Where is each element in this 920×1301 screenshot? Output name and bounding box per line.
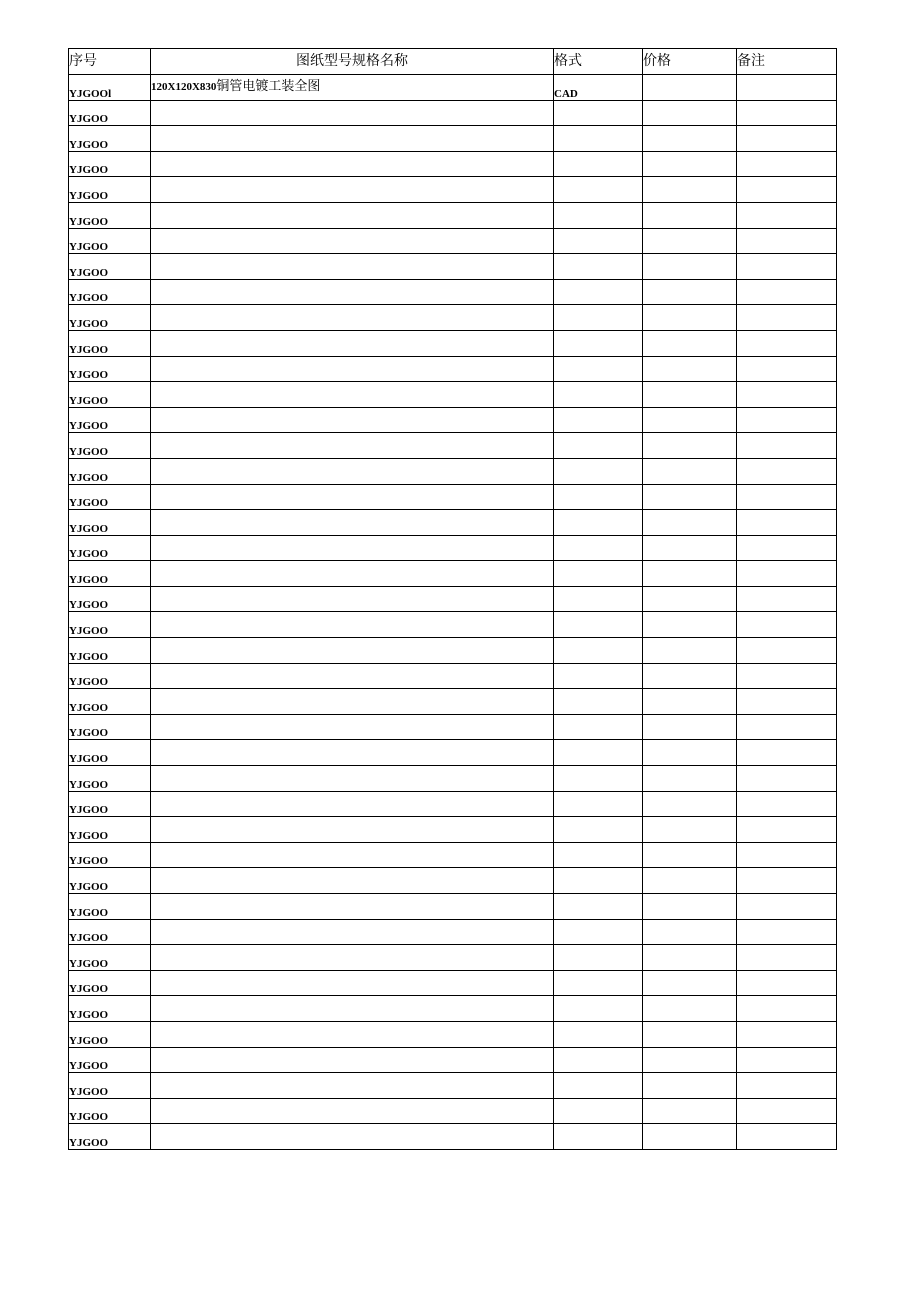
cell-name	[151, 356, 554, 382]
cell-price	[643, 1073, 737, 1099]
cell-note	[737, 1073, 837, 1099]
cell-format	[554, 330, 643, 356]
cell-format	[554, 561, 643, 587]
cell-name	[151, 817, 554, 843]
cell-note	[737, 766, 837, 792]
cell-seq: YJGOO	[69, 1098, 151, 1124]
cell-note	[737, 612, 837, 638]
cell-price	[643, 228, 737, 254]
table-row	[69, 919, 837, 945]
cell-seq: YJGOO	[69, 945, 151, 971]
table-row	[69, 766, 837, 792]
cell-format	[554, 484, 643, 510]
cell-price	[643, 766, 737, 792]
cell-price	[643, 740, 737, 766]
cell-note	[737, 586, 837, 612]
cell-seq: YJGOO	[69, 382, 151, 408]
cell-format	[554, 970, 643, 996]
cell-price	[643, 510, 737, 536]
cell-name	[151, 228, 554, 254]
cell-format	[554, 1047, 643, 1073]
table-row	[69, 228, 837, 254]
cell-name	[151, 202, 554, 228]
cell-price	[643, 970, 737, 996]
cell-seq: YJGOO	[69, 868, 151, 894]
cell-format	[554, 868, 643, 894]
table-row	[69, 484, 837, 510]
cell-price	[643, 612, 737, 638]
cell-name	[151, 740, 554, 766]
cell-seq: YJGOOl	[69, 75, 151, 101]
cell-name	[151, 433, 554, 459]
cell-seq: YJGOO	[69, 919, 151, 945]
table-header	[69, 49, 837, 75]
cell-name	[151, 894, 554, 920]
cell-seq: YJGOO	[69, 510, 151, 536]
cell-seq: YJGOO	[69, 126, 151, 152]
cell-note	[737, 535, 837, 561]
cell-price	[643, 586, 737, 612]
table-row	[69, 945, 837, 971]
table-row	[69, 663, 837, 689]
cell-name	[151, 1098, 554, 1124]
cell-format	[554, 382, 643, 408]
cell-note	[737, 100, 837, 126]
cell-note	[737, 510, 837, 536]
cell-seq: YJGOO	[69, 970, 151, 996]
cell-note	[737, 1098, 837, 1124]
cell-seq: YJGOO	[69, 714, 151, 740]
cell-format	[554, 1073, 643, 1099]
cell-note	[737, 791, 837, 817]
cell-price	[643, 535, 737, 561]
cell-format	[554, 177, 643, 203]
cell-name	[151, 177, 554, 203]
cell-note	[737, 279, 837, 305]
cell-note	[737, 663, 837, 689]
cell-name	[151, 1073, 554, 1099]
cell-note	[737, 126, 837, 152]
cell-format	[554, 714, 643, 740]
cell-price	[643, 945, 737, 971]
cell-price	[643, 433, 737, 459]
cell-name	[151, 945, 554, 971]
cell-price	[643, 75, 737, 101]
cell-price	[643, 458, 737, 484]
cell-format	[554, 202, 643, 228]
cell-format	[554, 842, 643, 868]
cell-name	[151, 586, 554, 612]
cell-name	[151, 458, 554, 484]
cell-name	[151, 663, 554, 689]
cell-format	[554, 996, 643, 1022]
cell-format	[554, 638, 643, 664]
cell-format	[554, 740, 643, 766]
cell-name	[151, 612, 554, 638]
cell-note	[737, 868, 837, 894]
cell-price	[643, 842, 737, 868]
table-row	[69, 894, 837, 920]
cell-name	[151, 100, 554, 126]
cell-format	[554, 433, 643, 459]
header-note: 备注	[737, 49, 837, 75]
table-row	[69, 996, 837, 1022]
cell-note	[737, 970, 837, 996]
cell-note	[737, 1047, 837, 1073]
cell-format	[554, 689, 643, 715]
header-seq: 序号	[69, 49, 151, 75]
cell-seq: YJGOO	[69, 407, 151, 433]
table-row	[69, 202, 837, 228]
cell-seq: YJGOO	[69, 177, 151, 203]
cell-price	[643, 689, 737, 715]
table-row	[69, 356, 837, 382]
cell-price	[643, 382, 737, 408]
cell-seq: YJGOO	[69, 689, 151, 715]
cell-name	[151, 1047, 554, 1073]
cell-seq: YJGOO	[69, 151, 151, 177]
cell-seq: YJGOO	[69, 612, 151, 638]
table-row	[69, 740, 837, 766]
cell-seq: YJGOO	[69, 842, 151, 868]
table-row	[69, 305, 837, 331]
cell-price	[643, 484, 737, 510]
cell-format	[554, 126, 643, 152]
cell-seq: YJGOO	[69, 817, 151, 843]
cell-format	[554, 945, 643, 971]
cell-format	[554, 919, 643, 945]
cell-format	[554, 151, 643, 177]
cell-seq: YJGOO	[69, 433, 151, 459]
cell-price	[643, 663, 737, 689]
cell-name	[151, 510, 554, 536]
cell-note	[737, 151, 837, 177]
cell-seq: YJGOO	[69, 894, 151, 920]
cell-note	[737, 330, 837, 356]
table-row	[69, 433, 837, 459]
cell-note	[737, 75, 837, 101]
cell-price	[643, 356, 737, 382]
cell-seq: YJGOO	[69, 586, 151, 612]
table-row	[69, 151, 837, 177]
cell-name	[151, 996, 554, 1022]
table-row	[69, 254, 837, 280]
cell-name	[151, 1021, 554, 1047]
cell-price	[643, 254, 737, 280]
cell-name	[151, 868, 554, 894]
cell-price	[643, 177, 737, 203]
table-row	[69, 689, 837, 715]
cell-price	[643, 407, 737, 433]
table-row	[69, 612, 837, 638]
table-row	[69, 714, 837, 740]
table-row	[69, 382, 837, 408]
cell-price	[643, 638, 737, 664]
cell-name-spec: 120X120X830	[151, 81, 217, 93]
cell-note	[737, 433, 837, 459]
cell-format	[554, 510, 643, 536]
cell-note	[737, 689, 837, 715]
cell-format	[554, 766, 643, 792]
table-row	[69, 510, 837, 536]
cell-name	[151, 1124, 554, 1150]
table-row	[69, 407, 837, 433]
cell-seq: YJGOO	[69, 535, 151, 561]
cell-note	[737, 996, 837, 1022]
cell-note	[737, 177, 837, 203]
cell-seq: YJGOO	[69, 791, 151, 817]
header-price: 价格	[643, 49, 737, 75]
table-row	[69, 1098, 837, 1124]
cell-seq: YJGOO	[69, 458, 151, 484]
table-row	[69, 970, 837, 996]
cell-seq: YJGOO	[69, 1073, 151, 1099]
cell-note	[737, 407, 837, 433]
cell-format	[554, 305, 643, 331]
table-row	[69, 586, 837, 612]
header-name: 图纸型号规格名称	[151, 49, 554, 75]
cell-format	[554, 279, 643, 305]
cell-name	[151, 714, 554, 740]
cell-name	[151, 842, 554, 868]
cell-name	[151, 75, 554, 101]
cell-price	[643, 151, 737, 177]
cell-price	[643, 714, 737, 740]
cell-price	[643, 100, 737, 126]
cell-seq: YJGOO	[69, 254, 151, 280]
cell-price	[643, 279, 737, 305]
cell-name	[151, 535, 554, 561]
cell-name	[151, 330, 554, 356]
cell-format	[554, 535, 643, 561]
cell-price	[643, 894, 737, 920]
table-row	[69, 458, 837, 484]
cell-price	[643, 996, 737, 1022]
cell-note	[737, 842, 837, 868]
cell-format	[554, 817, 643, 843]
cell-name	[151, 151, 554, 177]
cell-seq: YJGOO	[69, 100, 151, 126]
table-row	[69, 638, 837, 664]
cell-format	[554, 612, 643, 638]
table-row	[69, 100, 837, 126]
cell-note	[737, 254, 837, 280]
cell-name	[151, 254, 554, 280]
cell-seq: YJGOO	[69, 766, 151, 792]
cell-format	[554, 663, 643, 689]
cell-note	[737, 1021, 837, 1047]
cell-name	[151, 561, 554, 587]
cell-name	[151, 407, 554, 433]
cell-seq: YJGOO	[69, 1124, 151, 1150]
table-row	[69, 535, 837, 561]
cell-seq: YJGOO	[69, 202, 151, 228]
table-row	[69, 177, 837, 203]
cell-name	[151, 382, 554, 408]
cell-seq: YJGOO	[69, 484, 151, 510]
cell-price	[643, 919, 737, 945]
cell-seq: YJGOO	[69, 996, 151, 1022]
cell-format	[554, 894, 643, 920]
cell-name	[151, 279, 554, 305]
cell-format	[554, 1124, 643, 1150]
table-row	[69, 75, 837, 101]
cell-format: CAD	[554, 75, 643, 101]
cell-format	[554, 1098, 643, 1124]
table-body	[69, 75, 837, 1150]
cell-note	[737, 458, 837, 484]
cell-format	[554, 100, 643, 126]
cell-note	[737, 945, 837, 971]
cell-price	[643, 817, 737, 843]
header-format: 格式	[554, 49, 643, 75]
cell-note	[737, 382, 837, 408]
cell-name-title: 铜管电镀工装全图	[216, 79, 321, 94]
cell-price	[643, 202, 737, 228]
cell-note	[737, 305, 837, 331]
cell-name	[151, 126, 554, 152]
cell-note	[737, 356, 837, 382]
table-row	[69, 817, 837, 843]
cell-format	[554, 1021, 643, 1047]
cell-note	[737, 484, 837, 510]
cell-note	[737, 202, 837, 228]
drawing-list-table	[68, 48, 837, 1150]
table-row	[69, 1073, 837, 1099]
cell-name	[151, 766, 554, 792]
cell-format	[554, 407, 643, 433]
cell-format	[554, 586, 643, 612]
cell-price	[643, 126, 737, 152]
cell-price	[643, 1124, 737, 1150]
header-row	[69, 49, 837, 75]
cell-format	[554, 228, 643, 254]
cell-format	[554, 254, 643, 280]
cell-note	[737, 919, 837, 945]
cell-seq: YJGOO	[69, 228, 151, 254]
cell-price	[643, 305, 737, 331]
cell-price	[643, 791, 737, 817]
cell-price	[643, 330, 737, 356]
cell-seq: YJGOO	[69, 279, 151, 305]
cell-note	[737, 740, 837, 766]
table-row	[69, 868, 837, 894]
cell-seq: YJGOO	[69, 638, 151, 664]
table-row	[69, 1124, 837, 1150]
cell-note	[737, 561, 837, 587]
table-row	[69, 330, 837, 356]
table-row	[69, 791, 837, 817]
cell-seq: YJGOO	[69, 1047, 151, 1073]
cell-format	[554, 791, 643, 817]
cell-name	[151, 484, 554, 510]
table-row	[69, 279, 837, 305]
cell-name	[151, 305, 554, 331]
table-row	[69, 561, 837, 587]
cell-price	[643, 868, 737, 894]
cell-format	[554, 356, 643, 382]
table-row	[69, 1047, 837, 1073]
cell-seq: YJGOO	[69, 305, 151, 331]
cell-price	[643, 561, 737, 587]
cell-note	[737, 817, 837, 843]
table-row	[69, 126, 837, 152]
cell-note	[737, 894, 837, 920]
table-row	[69, 842, 837, 868]
table-row	[69, 1021, 837, 1047]
cell-price	[643, 1098, 737, 1124]
cell-name	[151, 919, 554, 945]
cell-seq: YJGOO	[69, 1021, 151, 1047]
cell-format	[554, 458, 643, 484]
cell-price	[643, 1047, 737, 1073]
cell-price	[643, 1021, 737, 1047]
cell-seq: YJGOO	[69, 740, 151, 766]
cell-seq: YJGOO	[69, 330, 151, 356]
cell-seq: YJGOO	[69, 356, 151, 382]
cell-note	[737, 638, 837, 664]
cell-note	[737, 714, 837, 740]
cell-seq: YJGOO	[69, 561, 151, 587]
cell-note	[737, 228, 837, 254]
cell-name	[151, 970, 554, 996]
cell-seq: YJGOO	[69, 663, 151, 689]
cell-name	[151, 638, 554, 664]
cell-note	[737, 1124, 837, 1150]
cell-name	[151, 689, 554, 715]
cell-name	[151, 791, 554, 817]
